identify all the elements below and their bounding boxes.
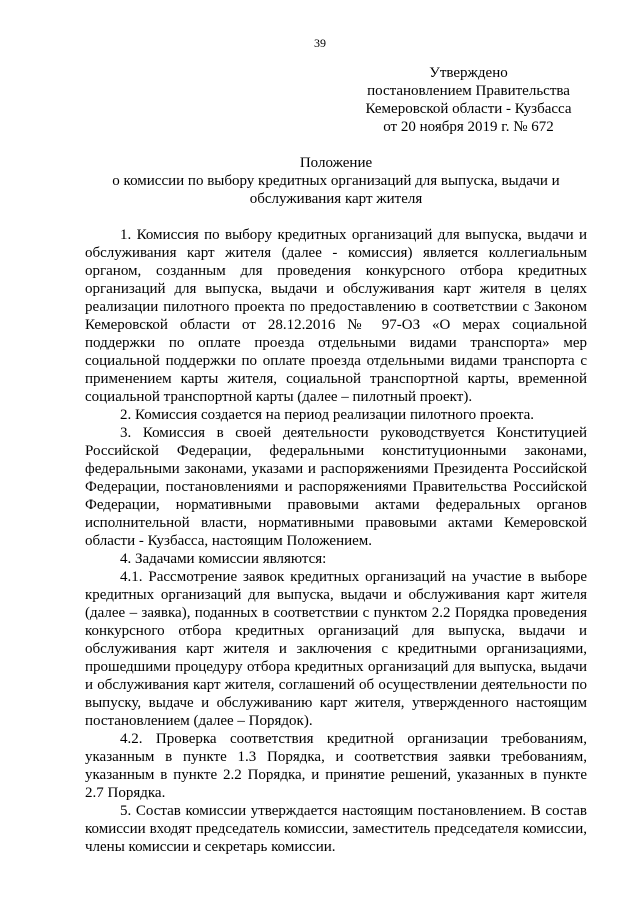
document-title — [85, 154, 587, 208]
paragraph-3: 3. Комиссия в своей деятельности руководствуется Конституцией Российской Федерации, федеральными конституционными законами, федеральными законами, указами и распоряжениями Президента Российской Федерации, постановлениями и распоряжениями Правительства Российской Федерации, нормативными правовыми актами федеральных органов исполнительной власти, нормативными правовыми актами Кемеровской области - Кузбасса, настоящим Положением. — [85, 425, 587, 549]
paragraph-5: 5. Состав комиссии утверждается настоящим постановлением. В состав комиссии входят председатель комиссии, заместитель председателя комиссии, члены комиссии и секретарь комиссии. — [85, 803, 587, 855]
title-line: Положение — [299, 155, 373, 171]
page-number: 39 — [314, 36, 326, 50]
document-body — [85, 226, 587, 856]
paragraph-4-1: 4.1. Рассмотрение заявок кредитных организаций на участие в выборе кредитных организаций для выпуска, выдачи и обслуживания карт жителя (далее – заявка), поданных в соответствии с пунктом 2.2 Порядка проведения конкурсного отбора кредитных организаций для выпуска, выдачи и обслуживания карт жителя и заключения с кредитными организациями, прошедшими процедуру отбора кредитных организаций для выпуска, выдачи и обслуживания карт жителя, соглашений об осуществлении деятельности по выпуску, выдаче и обслуживанию карт жителя, утвержденного настоящим постановлением (далее – Порядок). — [85, 569, 587, 729]
paragraph-4-2: 4.2. Проверка соответствия кредитной организации требованиям, указанным в пункте 1.3 Порядка, и соответствия заявки требованиям, указанным в пункте 2.2 Порядка, и принятие решений, указанных в пункте 2.7 Порядка. — [85, 731, 587, 801]
approval-line: от 20 ноября 2019 г. № 672 — [383, 119, 554, 135]
paragraph-4: 4. Задачами комиссии являются: — [120, 551, 327, 567]
approval-line: Утверждено — [429, 65, 508, 81]
approval-line: постановлением Правительства — [367, 83, 570, 99]
title-line: обслуживания карт жителя — [249, 191, 423, 207]
approval-block — [356, 64, 581, 136]
paragraph-1: 1. Комиссия по выбору кредитных организаций для выпуска, выдачи и обслуживания карт жителя (далее - комиссия) является коллегиальным органом, созданным для проведения конкурсного отбора кредитных организаций для выпуска, выдачи и обслуживания карт жителя в целях реализации пилотного проекта по предоставлению в соответствии с Законом Кемеровской области от 28.12.2016 № 97-ОЗ «О мерах социальной поддержки по оплате проезда отдельными видами транспорта» мер социальной поддержки по оплате проезда отдельными видами транспорта с применением карты жителя, социальной транспортной карты, временной социальной транспортной карты (далее – пилотный проект). — [85, 227, 587, 405]
paragraph-2: 2. Комиссия создается на период реализации пилотного проекта. — [120, 407, 535, 423]
approval-line: Кемеровской области - Кузбасса — [365, 101, 572, 117]
title-line: о комиссии по выбору кредитных организаций для выпуска, выдачи и — [112, 173, 560, 189]
